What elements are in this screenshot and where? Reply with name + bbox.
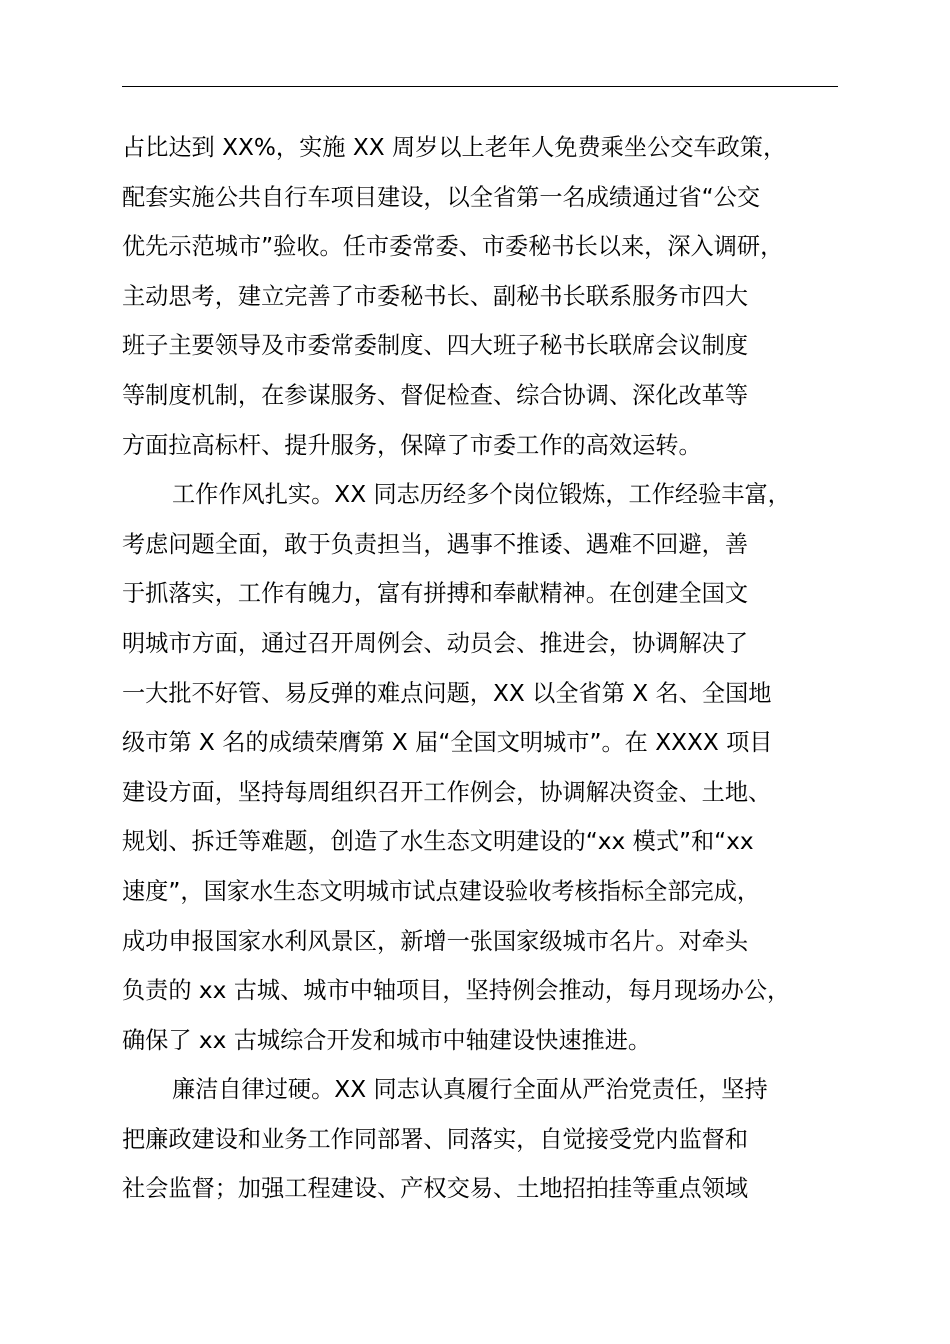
text-line: 一大批不好管、易反弹的难点问题，XX 以全省第 X 名、全国地 (122, 679, 772, 707)
text-line: 于抓落实，工作有魄力，富有拼搏和奉献精神。在创建全国文 (122, 580, 749, 608)
text-line: 把廉政建设和业务工作同部署、同落实，自觉接受党内监督和 (122, 1125, 749, 1153)
text-line: 规划、拆迁等难题，创造了水生态文明建设的“xx 模式”和“xx (122, 828, 754, 856)
text-line: 占比达到 XX%，实施 XX 周岁以上老年人免费乘坐公交车政策， (122, 134, 787, 161)
text-line: 优先示范城市”验收。任市委常委、市委秘书长以来，深入调研， (122, 233, 784, 261)
text-line: 确保了 xx 古城综合开发和城市中轴建设快速推进。 (122, 1026, 652, 1054)
text-line: 速度”，国家水生态文明城市试点建设验收考核指标全部完成， (122, 877, 761, 905)
text-line: 配套实施公共自行车项目建设，以全省第一名成绩通过省“公交 (122, 183, 761, 211)
text-line: 等制度机制，在参谋服务、督促检查、综合协调、深化改革等 (122, 381, 749, 409)
text-line: 建设方面，坚持每周组织召开工作例会，协调解决资金、土地、 (122, 778, 772, 806)
text-line: 廉洁自律过硬。XX 同志认真履行全面从严治党责任，坚持 (172, 1076, 768, 1104)
text-line: 考虑问题全面，敢于负责担当，遇事不推诿、遇难不回避，善 (122, 530, 749, 558)
text-line: 负责的 xx 古城、城市中轴项目，坚持例会推动，每月现场办公， (122, 977, 791, 1005)
text-line: 社会监督；加强工程建设、产权交易、土地招拍挂等重点领域 (122, 1175, 749, 1203)
text-line: 班子主要领导及市委常委制度、四大班子秘书长联席会议制度 (122, 332, 749, 360)
text-line: 主动思考，建立完善了市委秘书长、副秘书长联系服务市四大 (122, 282, 749, 310)
text-line: 级市第 X 名的成绩荣膺第 X 届“全国文明城市”。在 XXXX 项目 (122, 729, 773, 757)
document-body (122, 123, 852, 1214)
text-line: 方面拉高标杆、提升服务，保障了市委工作的高效运转。 (122, 431, 702, 459)
text-line: 明城市方面，通过召开周例会、动员会、推进会，协调解决了 (122, 629, 749, 657)
header-rule (122, 86, 838, 87)
text-line: 成功申报国家水利风景区，新增一张国家级城市名片。对牵头 (122, 927, 749, 955)
text-line: 工作作风扎实。XX 同志历经多个岗位锻炼，工作经验丰富， (172, 481, 791, 509)
